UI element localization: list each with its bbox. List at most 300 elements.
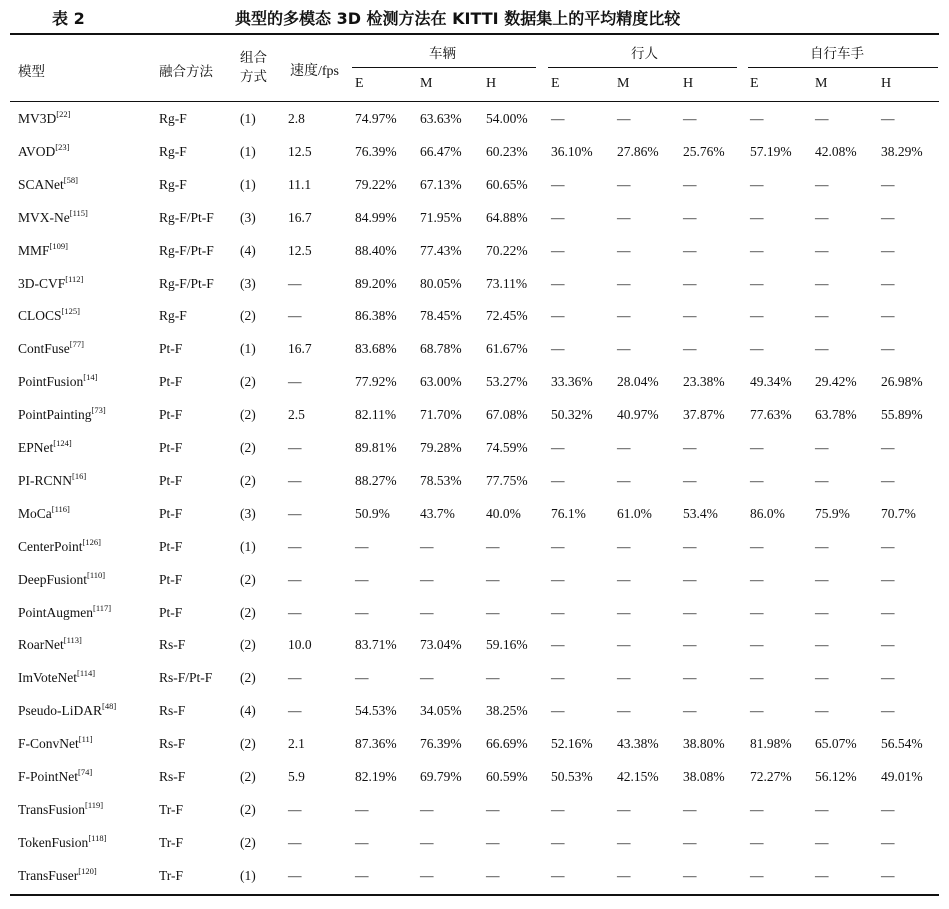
level-header: H xyxy=(881,76,892,91)
model-name: PointAugmen xyxy=(18,604,94,620)
combo-cell: (1) xyxy=(240,341,256,357)
ap-value-cell: 52.16% xyxy=(551,736,593,752)
ap-value-cell: — xyxy=(815,472,829,488)
ap-value-cell: 38.08% xyxy=(683,769,725,784)
ap-value-cell: 28.04% xyxy=(617,374,659,390)
level-header: H xyxy=(683,76,694,91)
ap-value-cell: — xyxy=(881,867,895,883)
table-row xyxy=(0,661,949,694)
ap-value-cell: — xyxy=(551,867,565,883)
ap-value-cell: — xyxy=(617,637,631,653)
model-cell xyxy=(18,341,84,357)
ap-value-cell: — xyxy=(815,209,829,225)
combo-cell: (2) xyxy=(240,736,256,752)
ap-value-cell: — xyxy=(683,801,697,817)
ap-value-cell: — xyxy=(815,111,829,126)
ap-value-cell: 80.05% xyxy=(420,275,462,291)
ap-value-cell: 34.05% xyxy=(420,703,462,719)
ap-value-cell: 70.7% xyxy=(881,505,916,521)
speed-cell: 12.5 xyxy=(288,242,312,258)
ap-value-cell: — xyxy=(881,538,895,554)
speed-cell: — xyxy=(288,604,302,620)
ap-value-cell: 68.78% xyxy=(420,341,462,357)
model-name: DeepFusiont xyxy=(18,571,87,587)
model-cell xyxy=(18,207,88,226)
ap-value-cell: 89.81% xyxy=(355,440,397,455)
speed-cell: — xyxy=(288,867,302,883)
ap-value-cell: — xyxy=(617,867,631,883)
reference-number: [73] xyxy=(91,405,106,416)
ap-value-cell: 42.08% xyxy=(815,143,857,159)
ap-value-cell: — xyxy=(551,801,565,817)
ap-value-cell: 83.71% xyxy=(355,637,397,653)
model-name: ContFuse xyxy=(18,341,70,357)
reference-number: [126] xyxy=(82,536,101,547)
level-header: M xyxy=(815,76,828,91)
ap-value-cell: — xyxy=(815,538,829,554)
ap-value-cell: 88.27% xyxy=(355,472,397,488)
ap-value-cell: 82.19% xyxy=(355,769,397,784)
ap-value-cell: 77.63% xyxy=(750,407,792,423)
ap-value-cell: — xyxy=(551,703,565,719)
ap-value-cell: — xyxy=(683,275,697,291)
ap-value-cell: — xyxy=(815,637,829,653)
ap-value-cell: — xyxy=(617,275,631,291)
ap-value-cell: 40.0% xyxy=(486,505,521,521)
ap-value-cell: — xyxy=(815,703,829,719)
ap-value-cell: — xyxy=(355,834,369,850)
speed-cell: — xyxy=(288,374,302,390)
fusion-cell: Rg-F xyxy=(159,176,187,192)
ap-value-cell: 81.98% xyxy=(750,736,792,752)
table-row xyxy=(0,431,949,464)
table-row xyxy=(0,727,949,760)
ap-value-cell: 38.80% xyxy=(683,736,725,752)
model-cell xyxy=(18,865,97,884)
ap-value-cell: — xyxy=(551,111,565,126)
group-underline-cyclist xyxy=(748,67,938,68)
ap-value-cell: 61.67% xyxy=(486,341,528,357)
fusion-cell: Rs-F xyxy=(159,637,186,653)
speed-cell: 16.7 xyxy=(288,209,312,225)
ap-value-cell: — xyxy=(750,440,764,455)
ap-value-cell: — xyxy=(551,637,565,653)
ap-value-cell: — xyxy=(683,703,697,719)
ap-value-cell: 88.40% xyxy=(355,242,397,258)
reference-number: [118] xyxy=(88,832,107,843)
reference-number: [16] xyxy=(72,470,87,481)
ap-value-cell: — xyxy=(617,703,631,719)
speed-cell: 2.1 xyxy=(288,736,305,752)
ap-value-cell: 40.97% xyxy=(617,407,659,423)
level-header: E xyxy=(551,76,560,91)
bottom-rule xyxy=(10,894,939,896)
ap-value-cell: — xyxy=(355,538,369,554)
ap-value-cell: 74.97% xyxy=(355,111,397,126)
ap-value-cell: — xyxy=(617,176,631,192)
ap-value-cell: 59.16% xyxy=(486,637,528,653)
fusion-cell: Pt-F xyxy=(159,407,183,423)
table-row xyxy=(0,201,949,234)
ap-value-cell: 27.86% xyxy=(617,143,659,159)
ap-value-cell: 50.53% xyxy=(551,769,593,784)
ap-value-cell: 63.63% xyxy=(420,111,462,126)
ap-value-cell: — xyxy=(355,571,369,587)
speed-cell: — xyxy=(288,670,302,686)
ap-value-cell: — xyxy=(420,801,434,817)
reference-number: [48] xyxy=(102,701,117,712)
reference-number: [109] xyxy=(49,240,68,251)
fusion-cell: Pt-F xyxy=(159,604,183,620)
fusion-cell: Rg-F xyxy=(159,143,187,159)
ap-value-cell: — xyxy=(551,176,565,192)
combo-cell: (2) xyxy=(240,571,256,587)
ap-value-cell: — xyxy=(815,670,829,686)
ap-value-cell: — xyxy=(881,275,895,291)
ap-value-cell: — xyxy=(750,472,764,488)
fusion-cell: Rg-F xyxy=(159,308,187,324)
ap-value-cell: 77.75% xyxy=(486,472,528,488)
reference-number: [115] xyxy=(69,207,88,218)
ap-value-cell: — xyxy=(881,637,895,653)
speed-cell: — xyxy=(288,834,302,850)
ap-value-cell: 70.22% xyxy=(486,242,528,258)
ap-value-cell: 79.28% xyxy=(420,440,462,455)
fusion-cell: Rg-F/Pt-F xyxy=(159,242,214,258)
ap-value-cell: — xyxy=(881,801,895,817)
ap-value-cell: 38.29% xyxy=(881,143,923,159)
ap-value-cell: — xyxy=(683,637,697,653)
ap-value-cell: — xyxy=(617,308,631,324)
combo-cell: (2) xyxy=(240,801,256,817)
ap-value-cell: — xyxy=(551,472,565,488)
ap-value-cell: — xyxy=(750,275,764,291)
ap-value-cell: 36.10% xyxy=(551,143,593,159)
model-name: MVX-Ne xyxy=(18,209,70,225)
fusion-cell: Rs-F xyxy=(159,769,186,784)
reference-number: [112] xyxy=(65,273,84,284)
model-name: MV3D xyxy=(18,111,57,126)
header-speed-text: 速度/fps xyxy=(290,64,339,79)
fusion-cell: Pt-F xyxy=(159,472,183,488)
fusion-cell: Tr-F xyxy=(159,801,184,817)
ap-value-cell: — xyxy=(683,111,697,126)
ap-value-cell: — xyxy=(617,472,631,488)
group-header-pedestrian: 行人 xyxy=(631,46,658,62)
model-name: TransFusion xyxy=(18,801,86,817)
ap-value-cell: 76.39% xyxy=(355,143,397,159)
table-row xyxy=(0,628,949,661)
reference-number: [74] xyxy=(78,767,93,777)
fusion-cell: Pt-F xyxy=(159,374,183,390)
ap-value-cell: — xyxy=(815,440,829,455)
fusion-cell: Tr-F xyxy=(159,867,184,883)
combo-cell: (2) xyxy=(240,637,256,653)
ap-value-cell: — xyxy=(355,867,369,883)
ap-value-cell: — xyxy=(486,834,500,850)
ap-value-cell: — xyxy=(750,867,764,883)
model-cell xyxy=(18,503,70,522)
ap-value-cell: 69.79% xyxy=(420,769,462,784)
ap-value-cell: 43.7% xyxy=(420,505,455,521)
ap-value-cell: — xyxy=(815,308,829,324)
ap-value-cell: — xyxy=(486,801,500,817)
ap-value-cell: — xyxy=(815,242,829,258)
ap-value-cell: 53.27% xyxy=(486,374,528,390)
fusion-cell: Rg-F/Pt-F xyxy=(159,209,214,225)
speed-cell: 12.5 xyxy=(288,143,312,159)
ap-value-cell: 56.54% xyxy=(881,736,923,752)
ap-value-cell: 56.12% xyxy=(815,769,857,784)
level-header: H xyxy=(486,76,497,91)
header-model: 模型 xyxy=(18,64,45,80)
combo-cell: (2) xyxy=(240,472,256,488)
header-speed xyxy=(290,60,339,80)
reference-number: [124] xyxy=(53,438,72,448)
ap-value-cell: — xyxy=(420,834,434,850)
ap-value-cell: — xyxy=(683,834,697,850)
table-row xyxy=(0,826,949,859)
ap-value-cell: — xyxy=(881,834,895,850)
ap-value-cell: 65.07% xyxy=(815,736,857,752)
ap-value-cell: 72.27% xyxy=(750,769,792,784)
reference-number: [119] xyxy=(85,799,104,810)
ap-value-cell: — xyxy=(881,472,895,488)
ap-value-cell: 83.68% xyxy=(355,341,397,357)
group-underline-vehicle xyxy=(352,67,536,68)
ap-value-cell: — xyxy=(750,242,764,258)
model-cell xyxy=(18,470,87,489)
ap-value-cell: 43.38% xyxy=(617,736,659,752)
speed-cell: 10.0 xyxy=(288,637,312,653)
ap-value-cell: 23.38% xyxy=(683,374,725,390)
header-fusion: 融合方法 xyxy=(159,64,213,80)
ap-value-cell: — xyxy=(617,209,631,225)
ap-value-cell: — xyxy=(420,867,434,883)
model-name: Pseudo-LiDAR xyxy=(18,703,102,719)
table-row xyxy=(0,530,949,563)
speed-cell: — xyxy=(288,275,302,291)
ap-value-cell: — xyxy=(486,867,500,883)
ap-value-cell: 60.65% xyxy=(486,176,528,192)
fusion-cell: Tr-F xyxy=(159,834,184,850)
combo-cell: (2) xyxy=(240,440,256,455)
ap-value-cell: — xyxy=(617,341,631,357)
header-combo-line2: 方式 xyxy=(240,69,267,85)
table-row xyxy=(0,694,949,727)
combo-cell: (2) xyxy=(240,407,256,423)
fusion-cell: Pt-F xyxy=(159,341,183,357)
ap-value-cell: — xyxy=(551,670,565,686)
ap-value-cell: — xyxy=(683,604,697,620)
ap-value-cell: — xyxy=(683,867,697,883)
ap-value-cell: — xyxy=(420,604,434,620)
model-cell xyxy=(18,832,107,851)
model-cell xyxy=(18,769,92,785)
ap-value-cell: — xyxy=(551,571,565,587)
model-cell xyxy=(18,536,101,555)
ap-value-cell: — xyxy=(683,308,697,324)
ap-value-cell: — xyxy=(750,801,764,817)
ap-value-cell: — xyxy=(750,209,764,225)
reference-number: [114] xyxy=(77,668,96,679)
speed-cell: 11.1 xyxy=(288,176,312,192)
table-row xyxy=(0,793,949,826)
fusion-cell: Pt-F xyxy=(159,440,183,455)
combo-cell: (1) xyxy=(240,538,256,554)
ap-value-cell: — xyxy=(617,571,631,587)
ap-value-cell: 86.38% xyxy=(355,308,397,324)
reference-number: [22] xyxy=(56,109,71,119)
ap-value-cell: 42.15% xyxy=(617,769,659,784)
ap-value-cell: 67.08% xyxy=(486,407,528,423)
ap-value-cell: — xyxy=(750,670,764,686)
ap-value-cell: — xyxy=(881,604,895,620)
reference-number: [58] xyxy=(63,174,78,185)
fusion-cell: Rs-F xyxy=(159,736,186,752)
ap-value-cell: — xyxy=(683,571,697,587)
table-row xyxy=(0,168,949,201)
model-name: SCANet xyxy=(18,176,64,192)
ap-value-cell: 78.45% xyxy=(420,308,462,324)
ap-value-cell: 76.1% xyxy=(551,505,586,521)
ap-value-cell: 37.87% xyxy=(683,407,725,423)
ap-value-cell: — xyxy=(815,604,829,620)
ap-value-cell: — xyxy=(486,571,500,587)
ap-value-cell: — xyxy=(881,308,895,324)
combo-cell: (4) xyxy=(240,242,256,258)
ap-value-cell: — xyxy=(617,801,631,817)
ap-value-cell: — xyxy=(551,209,565,225)
table-row xyxy=(0,497,949,530)
ap-value-cell: 86.0% xyxy=(750,505,785,521)
ap-value-cell: — xyxy=(617,604,631,620)
table-caption xyxy=(0,6,949,30)
ap-value-cell: — xyxy=(683,209,697,225)
ap-value-cell: — xyxy=(551,275,565,291)
combo-cell: (3) xyxy=(240,209,256,225)
speed-cell: 5.9 xyxy=(288,769,305,784)
ap-value-cell: — xyxy=(881,111,895,126)
speed-cell: 2.8 xyxy=(288,111,305,126)
fusion-cell: Rg-F/Pt-F xyxy=(159,275,214,291)
model-cell xyxy=(18,141,70,160)
level-header: M xyxy=(420,76,433,91)
fusion-cell: Pt-F xyxy=(159,505,183,521)
table-row xyxy=(0,563,949,596)
ap-value-cell: 76.39% xyxy=(420,736,462,752)
combo-cell: (1) xyxy=(240,176,256,192)
model-cell xyxy=(18,670,95,686)
speed-cell: 16.7 xyxy=(288,341,312,357)
table-row xyxy=(0,299,949,332)
speed-cell: — xyxy=(288,505,302,521)
ap-value-cell: — xyxy=(486,604,500,620)
ap-value-cell: — xyxy=(355,801,369,817)
reference-number: [113] xyxy=(63,635,82,646)
ap-value-cell: — xyxy=(486,670,500,686)
combo-cell: (3) xyxy=(240,275,256,291)
ap-value-cell: 33.36% xyxy=(551,374,593,390)
combo-cell: (2) xyxy=(240,604,256,620)
model-name: MMF xyxy=(18,242,50,258)
level-header: M xyxy=(617,76,630,91)
speed-cell: 2.5 xyxy=(288,407,305,423)
table-row xyxy=(0,102,949,135)
ap-value-cell: — xyxy=(420,538,434,554)
model-cell xyxy=(18,637,82,653)
table-row xyxy=(0,596,949,629)
model-cell xyxy=(18,703,116,719)
ap-value-cell: 64.88% xyxy=(486,209,528,225)
table-row xyxy=(0,332,949,365)
ap-value-cell: 50.9% xyxy=(355,505,390,521)
speed-cell: — xyxy=(288,571,302,587)
ap-value-cell: 60.59% xyxy=(486,769,528,784)
model-name: EPNet xyxy=(18,440,54,455)
ap-value-cell: — xyxy=(815,176,829,192)
combo-cell: (4) xyxy=(240,703,256,719)
ap-value-cell: 71.95% xyxy=(420,209,462,225)
table-row xyxy=(0,859,949,892)
ap-value-cell: — xyxy=(815,834,829,850)
combo-cell: (1) xyxy=(240,867,256,883)
ap-value-cell: 49.01% xyxy=(881,769,923,784)
ap-value-cell: — xyxy=(617,111,631,126)
ap-value-cell: 79.22% xyxy=(355,176,397,192)
reference-number: [116] xyxy=(51,503,70,514)
ap-value-cell: 63.78% xyxy=(815,407,857,423)
model-cell xyxy=(18,111,70,127)
reference-number: [117] xyxy=(93,602,112,613)
table-row xyxy=(0,464,949,497)
combo-cell: (2) xyxy=(240,670,256,686)
ap-value-cell: — xyxy=(750,571,764,587)
model-name: TransFuser xyxy=(18,867,79,883)
ap-value-cell: — xyxy=(750,111,764,126)
ap-value-cell: — xyxy=(355,604,369,620)
ap-value-cell: — xyxy=(750,176,764,192)
ap-value-cell: — xyxy=(617,834,631,850)
model-cell xyxy=(18,569,106,588)
ap-value-cell: — xyxy=(420,571,434,587)
speed-cell: — xyxy=(288,440,302,455)
ap-value-cell: 38.25% xyxy=(486,703,528,719)
model-name: RoarNet xyxy=(18,637,64,653)
model-cell xyxy=(18,374,97,390)
ap-value-cell: — xyxy=(551,341,565,357)
ap-value-cell: — xyxy=(881,209,895,225)
model-cell xyxy=(18,440,72,456)
ap-value-cell: — xyxy=(617,242,631,258)
ap-value-cell: — xyxy=(881,703,895,719)
ap-value-cell: — xyxy=(750,703,764,719)
model-name: 3D-CVF xyxy=(18,275,66,291)
group-header-vehicle: 车辆 xyxy=(429,46,456,62)
ap-value-cell: 82.11% xyxy=(355,407,397,423)
model-name: F-PointNet xyxy=(18,769,79,784)
ap-value-cell: 50.32% xyxy=(551,407,593,423)
ap-value-cell: — xyxy=(881,571,895,587)
ap-value-cell: 74.59% xyxy=(486,440,528,455)
table-row xyxy=(0,234,949,267)
ap-value-cell: — xyxy=(750,604,764,620)
reference-number: [11] xyxy=(78,734,93,745)
ap-value-cell: 54.00% xyxy=(486,111,528,126)
reference-number: [110] xyxy=(87,569,106,580)
model-cell xyxy=(18,799,104,818)
ap-value-cell: — xyxy=(486,538,500,554)
